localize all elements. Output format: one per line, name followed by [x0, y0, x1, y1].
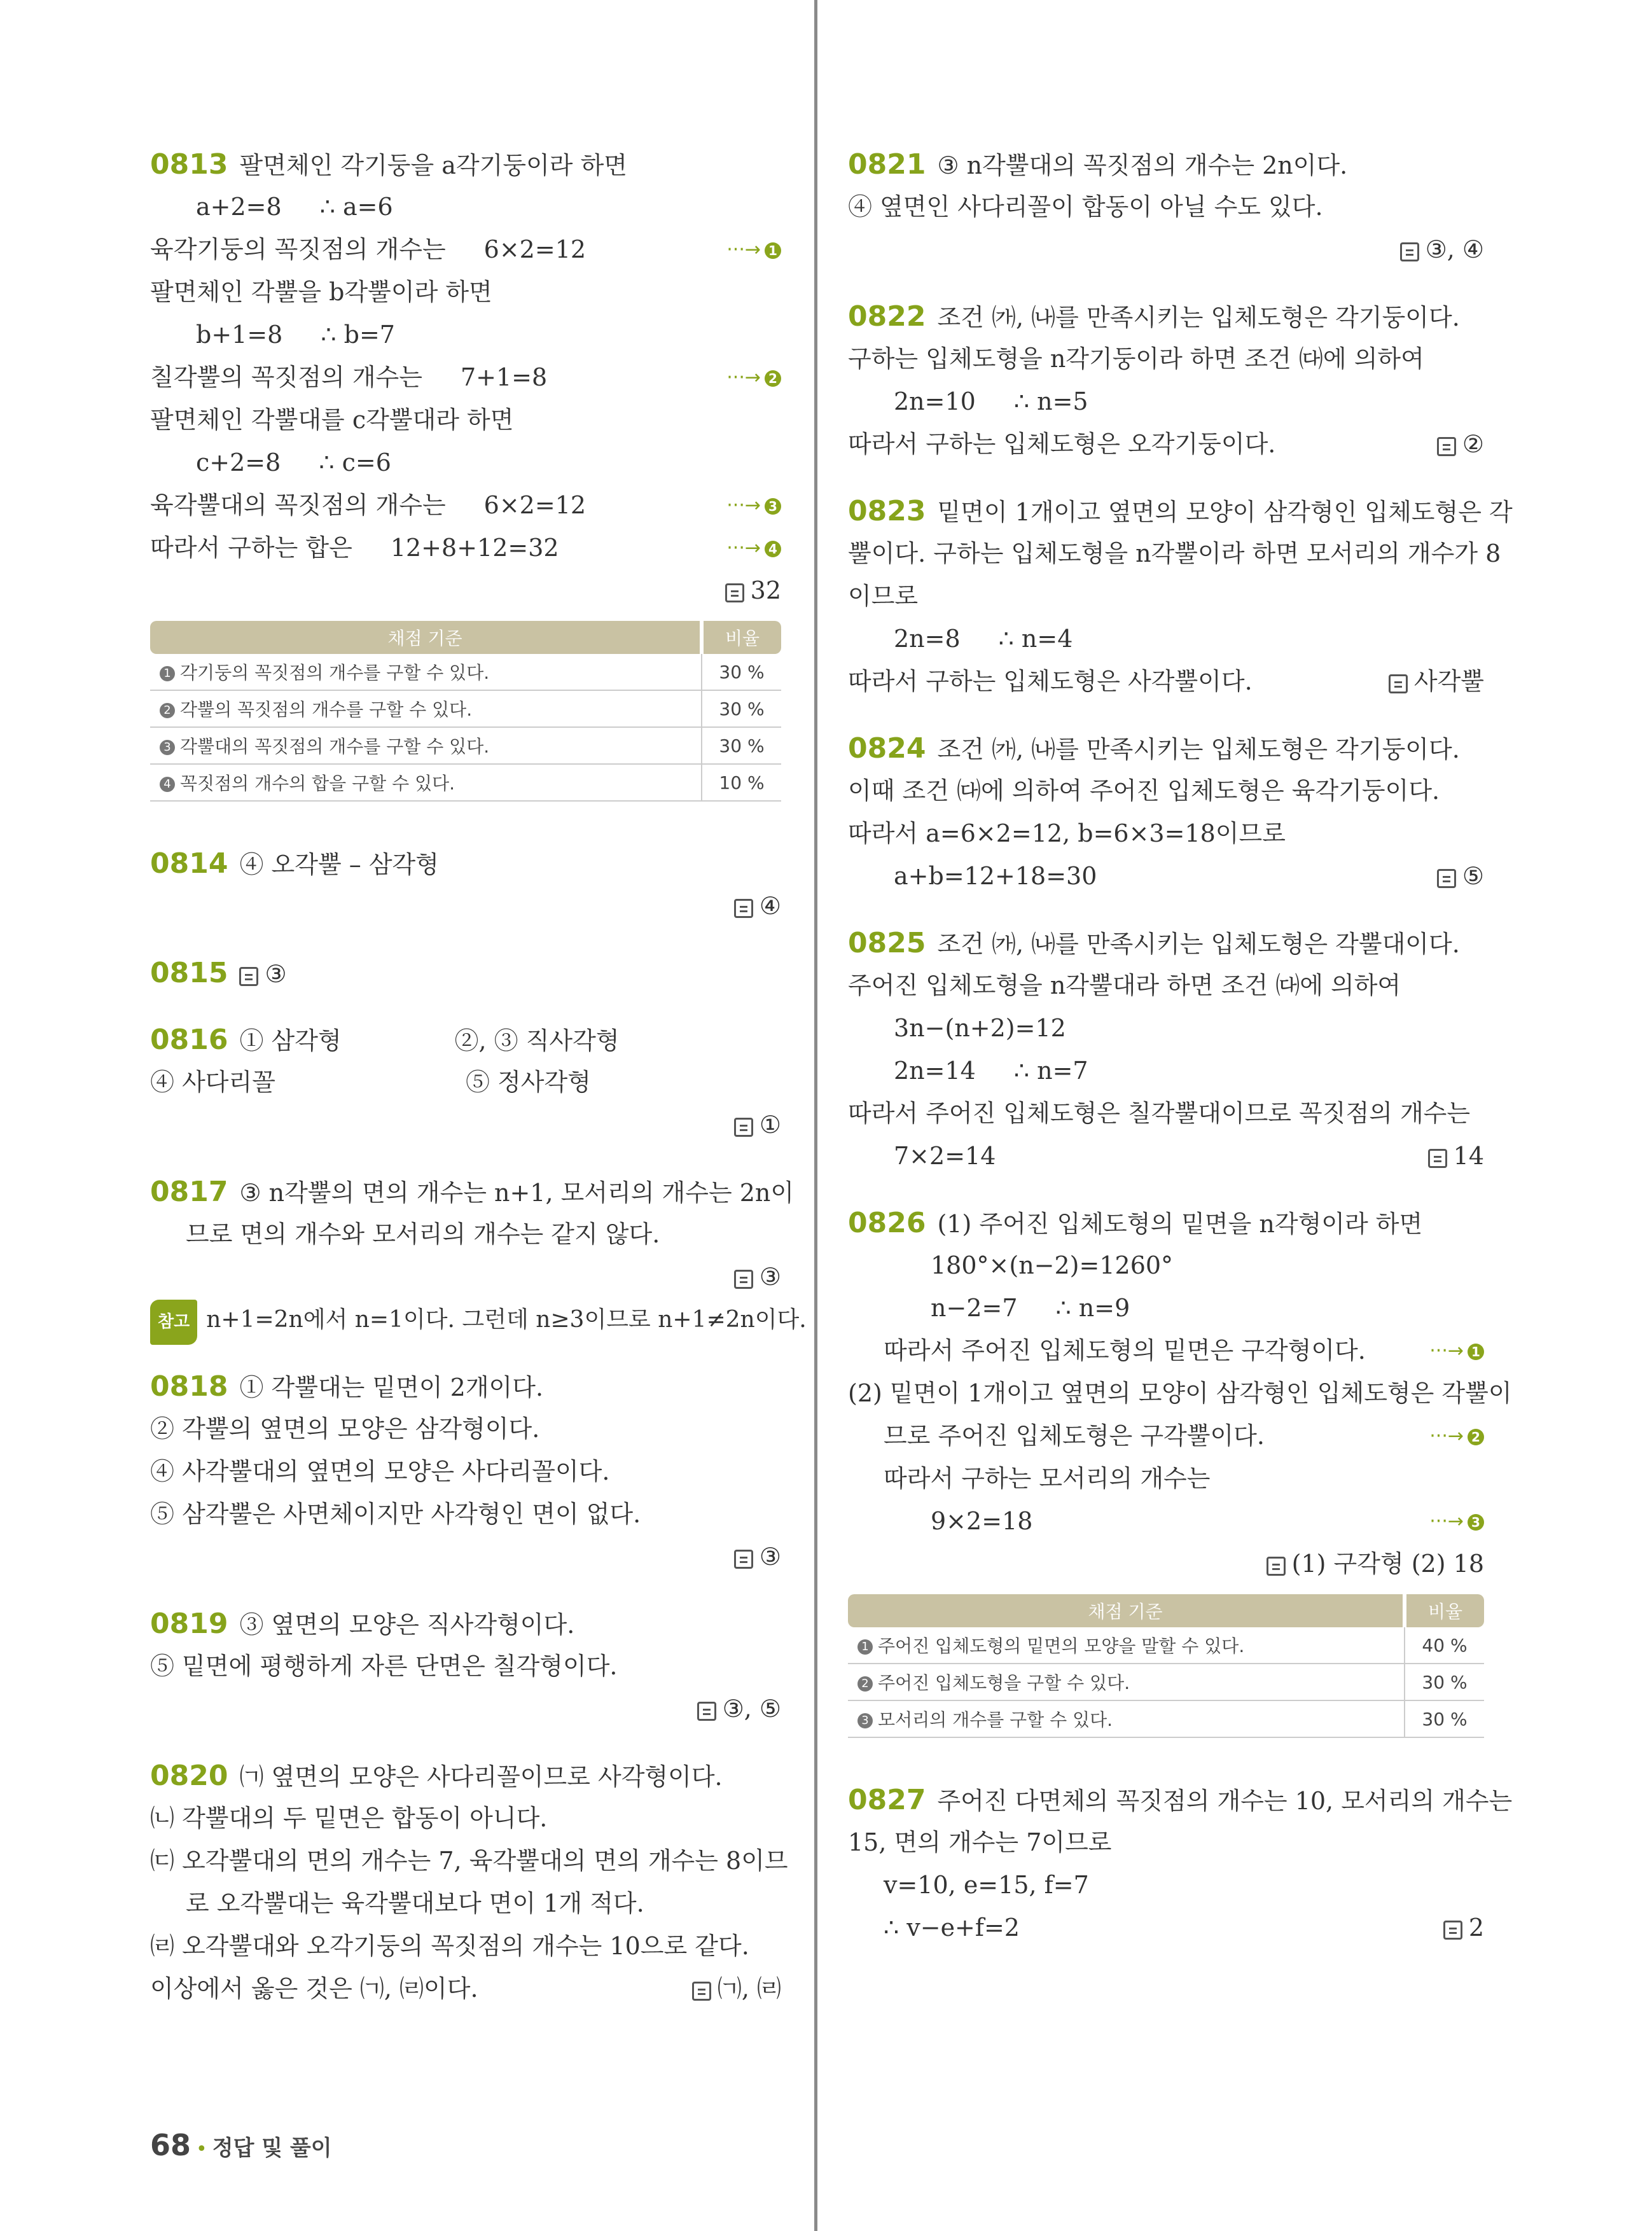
answer: ㈀, ㈃ — [692, 1968, 781, 2010]
answer-icon — [734, 1270, 753, 1289]
equation: ∴ b=7 — [321, 321, 395, 349]
grading-row: 3 각뿔대의 꼭짓점의 개수를 구할 수 있다. 30 % — [150, 727, 781, 764]
problem-0826 — [848, 1202, 1512, 1585]
answer-icon — [725, 583, 744, 602]
solution-text: 조건 ㈎, ㈏를 만족시키는 입체도형은 각기둥이다. — [937, 735, 1460, 763]
problem-0825 — [848, 922, 1484, 1178]
problem-0816 — [150, 1018, 781, 1146]
answer-icon — [1443, 1921, 1462, 1940]
footer-label: 정답 및 풀이 — [212, 2136, 332, 2161]
solution-text: ⑤ 밑면에 평행하게 자른 단면은 칠각형이다. — [150, 1652, 618, 1680]
solution-text: 밑면이 1개이고 옆면의 모양이 삼각형인 입체도형은 각 — [937, 498, 1513, 526]
answer-icon — [1389, 674, 1408, 693]
answer-icon — [239, 967, 258, 986]
grading-header-criteria: 채점 기준 — [848, 1594, 1405, 1627]
step-marker: ···→ 4 — [726, 527, 781, 569]
equation: v=10, e=15, f=7 — [884, 1871, 1089, 1899]
equation: 180°×(n−2)=1260° — [931, 1251, 1174, 1279]
solution-text: ㈃ 오각뿔대와 오각기둥의 꼭짓점의 개수는 10으로 같다. — [150, 1932, 749, 1960]
grading-header-criteria: 채점 기준 — [150, 621, 702, 654]
solution-text: ④ 오각뿔 – 삼각형 — [239, 851, 439, 879]
problem-number: 0820 — [150, 1760, 228, 1792]
equation: ∴ a=6 — [319, 193, 393, 221]
grading-table — [848, 1594, 1484, 1738]
solution-text: 로 오각뿔대는 육각뿔대보다 면이 1개 적다. — [186, 1889, 644, 1917]
answer: ② — [1437, 423, 1484, 466]
problem-number: 0824 — [848, 732, 926, 765]
grading-header-ratio: 비율 — [1405, 1594, 1484, 1627]
solution-text: 조건 ㈎, ㈏를 만족시키는 입체도형은 각기둥이다. — [937, 303, 1460, 331]
solution-text: 이때 조건 ㈐에 의하여 주어진 입체도형은 육각기둥이다. — [848, 777, 1440, 805]
equation: 2n=14 — [894, 1057, 976, 1085]
solution-text: ③ 옆면의 모양은 직사각형이다. — [239, 1611, 575, 1639]
problem-number: 0819 — [150, 1608, 228, 1640]
equation: 2n=10 — [894, 387, 976, 415]
solution-text: 므로 주어진 입체도형은 구각뿔이다. — [884, 1422, 1265, 1450]
solution-text: ⑤ 삼각뿔은 사면체이지만 사각형인 면이 없다. — [150, 1500, 641, 1528]
solution-text: ② 각뿔의 옆면의 모양은 삼각형이다. — [150, 1415, 540, 1443]
solution-text: 따라서 주어진 입체도형의 밑면은 구각형이다. — [884, 1337, 1366, 1365]
solution-text: 이상에서 옳은 것은 ㈀, ㈃이다. — [150, 1975, 478, 2003]
equation: c+2=8 — [196, 448, 281, 476]
problem-0819 — [150, 1602, 781, 1730]
problem-0822 — [848, 295, 1484, 466]
problem-number: 0814 — [150, 847, 228, 880]
problem-0813 — [150, 143, 781, 612]
problem-number: 0815 — [150, 957, 228, 989]
equation: ∴ v−e+f=2 — [884, 1914, 1020, 1942]
solution-text: 따라서 a=6×2=12, b=6×3=18이므로 — [848, 819, 1286, 847]
equation: ∴ n=9 — [1055, 1294, 1130, 1322]
step-marker: ···→ 2 — [726, 356, 781, 399]
solution-text: 따라서 구하는 합은 — [150, 534, 352, 562]
answer-icon — [734, 899, 753, 918]
answer: ③ — [265, 960, 287, 988]
solution-text: ㈀ 옆면의 모양은 사다리꼴이므로 사각형이다. — [239, 1763, 723, 1791]
problem-0820 — [150, 1755, 788, 2010]
problem-number: 0821 — [848, 148, 926, 181]
equation: n−2=7 — [931, 1294, 1018, 1322]
solution-text: 칠각뿔의 꼭짓점의 개수는 — [150, 363, 422, 391]
problem-0821 — [848, 143, 1484, 271]
answer: ⑤ — [1437, 855, 1484, 898]
problem-number: 0826 — [848, 1207, 926, 1239]
solution-text: 따라서 구하는 입체도형은 사각뿔이다. — [848, 667, 1253, 695]
solution-text: ① 각뿔대는 밑면이 2개이다. — [239, 1373, 544, 1401]
solution-text: ㈁ 각뿔대의 두 밑면은 합동이 아니다. — [150, 1804, 548, 1832]
footer-bullet: • — [196, 2138, 207, 2160]
equation: 6×2=12 — [483, 491, 587, 519]
solution-text: 주어진 다면체의 꼭짓점의 개수는 10, 모서리의 개수는 — [937, 1787, 1513, 1815]
solution-text: 주어진 입체도형을 n각뿔대라 하면 조건 ㈐에 의하여 — [848, 971, 1401, 999]
problem-number: 0818 — [150, 1370, 228, 1403]
step-marker: ···→ 1 — [726, 228, 781, 271]
problem-0814 — [150, 842, 781, 928]
solution-text: (1) 주어진 입체도형의 밑면을 n각형이라 하면 — [937, 1210, 1423, 1238]
problem-0817 — [150, 1171, 807, 1341]
equation: 6×2=12 — [483, 235, 587, 263]
answer: ③ — [150, 1256, 781, 1298]
equation: b+1=8 — [196, 321, 283, 349]
problem-number: 0817 — [150, 1176, 228, 1208]
grading-row: 2 주어진 입체도형을 구할 수 있다. 30 % — [848, 1664, 1484, 1700]
answer-icon — [1437, 437, 1456, 456]
grading-row: 1 각기둥의 꼭짓점의 개수를 구할 수 있다. 30 % — [150, 654, 781, 690]
solution-text: 팔면체인 각기둥을 a각기둥이라 하면 — [239, 151, 627, 179]
solution-text: 팔면체인 각뿔을 b각뿔이라 하면 — [150, 278, 492, 306]
equation: a+2=8 — [196, 193, 282, 221]
equation: a+b=12+18=30 — [894, 862, 1097, 890]
right-column — [848, 143, 1513, 1949]
answer: ③, ⑤ — [150, 1688, 781, 1730]
equation: 2n=8 — [894, 625, 961, 653]
answer-icon — [734, 1118, 753, 1137]
solution-text: 뿔이다. 구하는 입체도형을 n각뿔이라 하면 모서리의 개수가 8 — [848, 539, 1501, 567]
solution-text: ④ 옆면인 사다리꼴이 합동이 아닐 수도 있다. — [848, 193, 1323, 221]
answer: ③, ④ — [848, 228, 1484, 271]
solution-text: 팔면체인 각뿔대를 c각뿔대라 하면 — [150, 406, 514, 434]
equation: ∴ c=6 — [319, 448, 391, 476]
solution-text: 따라서 주어진 입체도형은 칠각뿔대이므로 꼭짓점의 개수는 — [848, 1099, 1471, 1127]
equation: 7×2=14 — [894, 1142, 996, 1170]
solution-text: ㈂ 오각뿔대의 면의 개수는 7, 육각뿔대의 면의 개수는 8이므 — [150, 1847, 788, 1875]
reference-note: 참고 n+1=2n에서 n=1이다. 그런데 n≥3이므로 n+1≠2n이다. — [150, 1298, 781, 1341]
answer-icon — [1428, 1149, 1447, 1168]
solution-text: 따라서 구하는 입체도형은 오각기둥이다. — [848, 430, 1276, 458]
left-column — [150, 143, 807, 2010]
solution-text: 이므로 — [848, 582, 919, 610]
answer-icon — [1400, 242, 1419, 261]
grading-row: 4 꼭짓점의 개수의 합을 구할 수 있다. 10 % — [150, 764, 781, 801]
step-marker: ···→ 1 — [1429, 1330, 1484, 1372]
equation: ∴ n=4 — [998, 625, 1073, 653]
answer-icon — [1267, 1557, 1286, 1576]
problem-0823 — [848, 490, 1513, 703]
page-number: 68 — [150, 2128, 191, 2162]
step-marker: ···→ 3 — [1429, 1500, 1484, 1543]
solution-text: ① 삼각형 — [239, 1027, 342, 1055]
equation: 7+1=8 — [460, 363, 548, 391]
answer: ① — [150, 1104, 781, 1146]
solution-text: ④ 사다리꼴 — [150, 1068, 275, 1096]
answer: 14 — [1428, 1135, 1484, 1178]
grading-header-ratio: 비율 — [702, 621, 781, 654]
solution-text: 따라서 구하는 모서리의 개수는 — [884, 1464, 1211, 1492]
answer: ③ — [150, 1536, 781, 1578]
answer: ④ — [150, 885, 781, 928]
solution-text: ③ n각뿔대의 꼭짓점의 개수는 2n이다. — [937, 151, 1348, 179]
problem-number: 0823 — [848, 495, 926, 527]
column-divider — [814, 0, 817, 2231]
solution-text: 므로 면의 개수와 모서리의 개수는 같지 않다. — [186, 1220, 660, 1248]
answer-icon — [697, 1702, 716, 1721]
answer-icon — [734, 1550, 753, 1569]
answer: 사각뿔 — [1389, 660, 1484, 703]
solution-text: ③ n각뿔의 면의 개수는 n+1, 모서리의 개수는 2n이 — [239, 1179, 795, 1207]
problem-0818 — [150, 1365, 781, 1578]
problem-number: 0813 — [150, 148, 228, 181]
equation: 9×2=18 — [931, 1507, 1033, 1535]
solution-text: (2) 밑면이 1개이고 옆면의 모양이 삼각형인 입체도형은 각뿔이 — [848, 1379, 1512, 1407]
equation: ∴ n=7 — [1013, 1057, 1088, 1085]
problem-number: 0827 — [848, 1784, 926, 1816]
solution-text: 구하는 입체도형을 n각기둥이라 하면 조건 ㈐에 의하여 — [848, 345, 1424, 373]
equation: 3n−(n+2)=12 — [894, 1014, 1066, 1042]
answer: 32 — [150, 569, 781, 612]
solution-text: 육각기둥의 꼭짓점의 개수는 — [150, 235, 446, 263]
answer-icon — [692, 1982, 711, 2001]
answer: 2 — [1443, 1907, 1484, 1949]
grading-table — [150, 621, 781, 802]
note-badge: 참고 — [150, 1300, 197, 1345]
problem-number: 0822 — [848, 300, 926, 333]
problem-0815 — [150, 952, 781, 994]
solution-text: ②, ③ 직사각형 — [454, 1027, 620, 1055]
page-footer — [150, 2128, 332, 2162]
problem-0824 — [848, 727, 1484, 898]
problem-number: 0816 — [150, 1024, 228, 1056]
answer: (1) 구각형 (2) 18 — [848, 1543, 1484, 1585]
problem-0827 — [848, 1779, 1513, 1949]
solution-text: 15, 면의 개수는 7이므로 — [848, 1828, 1112, 1856]
answer-icon — [1437, 869, 1456, 888]
grading-row: 1 주어진 입체도형의 밑면의 모양을 말할 수 있다. 40 % — [848, 1627, 1484, 1664]
solution-text: 조건 ㈎, ㈏를 만족시키는 입체도형은 각뿔대이다. — [937, 930, 1460, 958]
solution-text: ④ 사각뿔대의 옆면의 모양은 사다리꼴이다. — [150, 1457, 610, 1485]
solution-text: ⑤ 정사각형 — [466, 1068, 591, 1096]
grading-row: 2 각뿔의 꼭짓점의 개수를 구할 수 있다. 30 % — [150, 690, 781, 727]
step-marker: ···→ 3 — [726, 484, 781, 527]
equation: 12+8+12=32 — [390, 534, 559, 562]
solution-text: 육각뿔대의 꼭짓점의 개수는 — [150, 491, 446, 519]
step-marker: ···→ 2 — [1429, 1415, 1484, 1457]
grading-row: 3 모서리의 개수를 구할 수 있다. 30 % — [848, 1700, 1484, 1737]
equation: ∴ n=5 — [1013, 387, 1088, 415]
problem-number: 0825 — [848, 927, 926, 959]
